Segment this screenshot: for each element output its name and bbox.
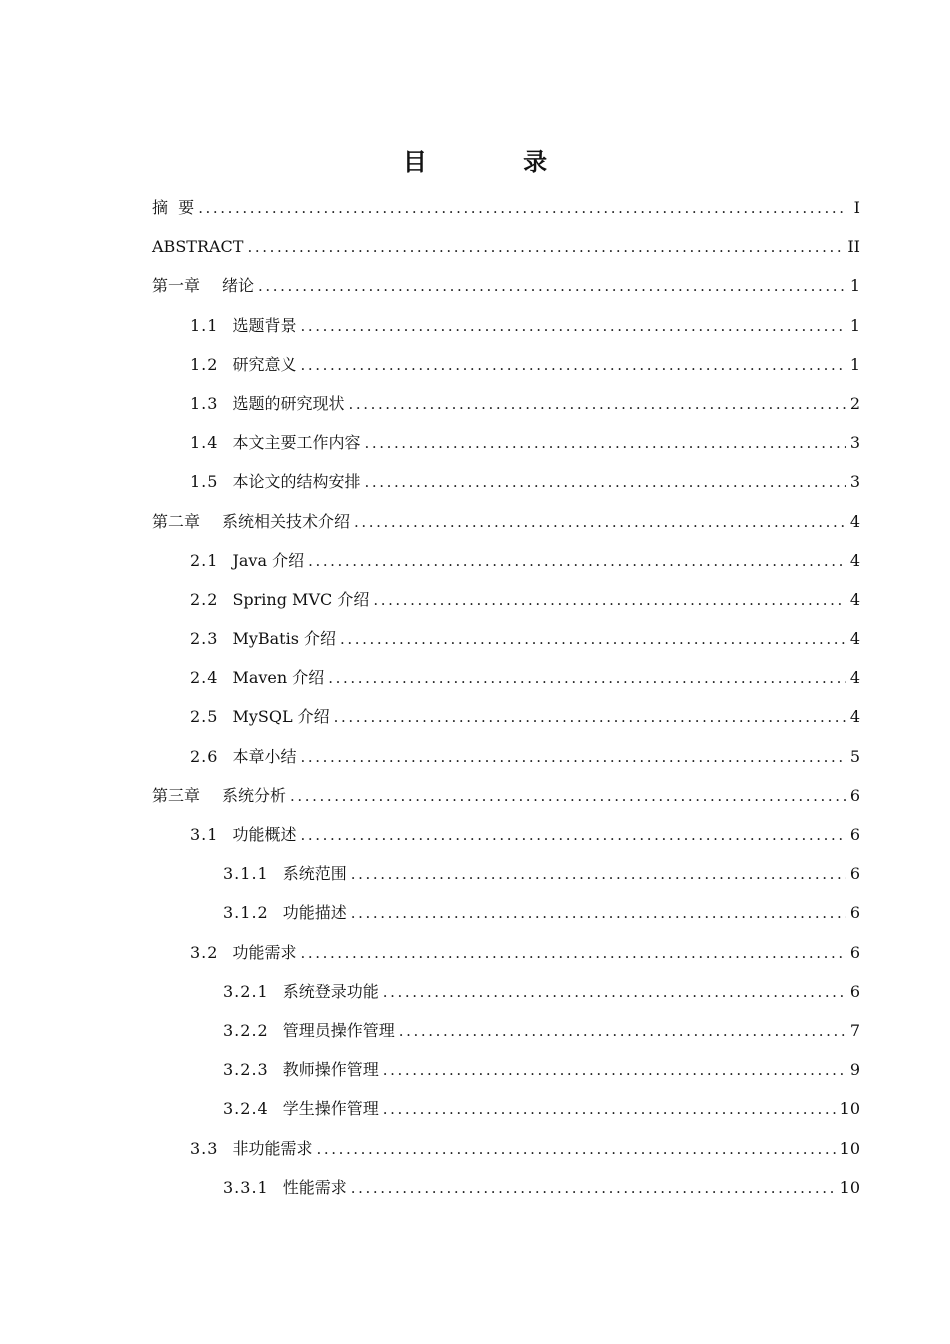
toc-entry-title: 选题背景 — [232, 315, 297, 335]
toc-entry-page: II — [847, 237, 860, 257]
toc-entry[interactable] — [152, 1089, 860, 1128]
toc-entry-title: MyBatis 介绍 — [232, 629, 337, 649]
toc-entry[interactable] — [152, 776, 860, 815]
toc-entry[interactable] — [152, 580, 860, 619]
toc-entry-number: 第一章 — [152, 276, 201, 296]
toc-leader-dots — [198, 189, 846, 228]
toc-entry-title: 功能概述 — [232, 825, 297, 844]
toc-entry-number: 第二章 — [152, 511, 201, 531]
toc-entry-title: 性能需求 — [282, 1177, 347, 1197]
toc-entry[interactable] — [152, 345, 860, 384]
toc-entry-number: 2.5 — [190, 707, 219, 727]
toc-entry-page: 1 — [849, 276, 860, 296]
toc-entry-page: 4 — [849, 668, 860, 688]
toc-entry-number: 3.3.1 — [223, 1177, 269, 1197]
toc-entry-page: 10 — [839, 1099, 860, 1119]
toc-entry-number: 1.5 — [190, 472, 219, 492]
toc-entry[interactable] — [152, 697, 860, 736]
toc-entry-title: 功能需求 — [232, 942, 297, 962]
toc-leader-dots — [328, 659, 846, 698]
toc-entry-page: 2 — [849, 393, 860, 413]
toc-entry-number: 3.2.2 — [223, 1020, 269, 1040]
toc-entry[interactable] — [152, 933, 860, 972]
toc-entry[interactable] — [152, 972, 860, 1011]
toc-entry-page: 6 — [849, 785, 860, 805]
toc-leader-dots — [290, 777, 846, 816]
toc-leader-dots — [300, 816, 845, 855]
toc-leader-dots — [364, 463, 845, 502]
toc-entry-number: 2.6 — [190, 746, 219, 766]
toc-leader-dots — [351, 894, 846, 933]
toc-entry-title: 功能描述 — [282, 903, 347, 923]
toc-entry-number: 3.2.3 — [223, 1060, 269, 1080]
toc-entry-title: MySQL 介绍 — [232, 707, 330, 727]
toc-entry-page: 10 — [839, 1177, 860, 1197]
toc-entry-page: 6 — [849, 825, 860, 844]
table-of-contents — [152, 188, 860, 1207]
toc-entry[interactable] — [152, 1050, 860, 1089]
toc-entry-title: 教师操作管理 — [282, 1060, 379, 1080]
toc-entry-title: 选题的研究现状 — [232, 393, 345, 413]
toc-entry-page: 4 — [849, 629, 860, 649]
toc-entry-page: 1 — [849, 354, 860, 374]
toc-leader-dots — [348, 385, 845, 424]
toc-entry-page: 10 — [839, 1138, 860, 1158]
page-title: 目 录 — [402, 148, 592, 176]
toc-leader-dots — [383, 973, 846, 1012]
toc-entry-number: 3.1 — [190, 825, 219, 844]
toc-entry-title: 管理员操作管理 — [282, 1020, 395, 1040]
toc-entry-number: 2.3 — [190, 629, 219, 649]
toc-entry-number: 3.2.1 — [223, 981, 269, 1001]
toc-entry-page: I — [853, 198, 860, 217]
toc-entry-title: 研究意义 — [232, 354, 297, 374]
toc-entry-number: 1.4 — [190, 433, 219, 453]
toc-leader-dots — [334, 698, 846, 737]
toc-entry[interactable] — [152, 306, 860, 345]
toc-entry-page: 9 — [849, 1060, 860, 1080]
toc-entry-number: 3.2.4 — [223, 1099, 269, 1119]
toc-entry[interactable] — [152, 502, 860, 541]
toc-entry-title: ABSTRACT — [152, 237, 244, 257]
toc-entry-number: 2.4 — [190, 668, 219, 688]
toc-entry-title: 系统相关技术介绍 — [222, 511, 351, 531]
toc-entry[interactable] — [152, 423, 860, 462]
toc-entry-title: 绪论 — [222, 276, 255, 296]
toc-entry-page: 4 — [849, 511, 860, 531]
toc-leader-dots — [364, 424, 845, 463]
toc-entry-title: Spring MVC 介绍 — [232, 589, 370, 609]
toc-entry[interactable] — [152, 1129, 860, 1168]
toc-leader-dots — [316, 1130, 835, 1169]
toc-entry-page: 6 — [849, 942, 860, 962]
toc-leader-dots — [383, 1051, 846, 1090]
toc-entry-page: 4 — [849, 707, 860, 727]
toc-leader-dots — [383, 1090, 836, 1129]
toc-entry-number: 1.1 — [190, 315, 219, 335]
toc-entry-page: 5 — [849, 746, 860, 766]
toc-entry-page: 6 — [849, 903, 860, 923]
toc-entry-number: 第三章 — [152, 785, 201, 805]
toc-leader-dots — [300, 738, 845, 777]
toc-leader-dots — [247, 228, 843, 267]
toc-entry-page: 4 — [849, 550, 860, 570]
toc-entry-title: 系统范围 — [282, 864, 347, 884]
toc-entry-title: Maven 介绍 — [232, 668, 325, 688]
toc-entry-page: 3 — [849, 472, 860, 492]
toc-entry-title: 非功能需求 — [232, 1138, 313, 1158]
toc-leader-dots — [340, 620, 846, 659]
toc-entry-number: 3.1.2 — [223, 903, 269, 923]
toc-entry-number: 1.2 — [190, 354, 219, 374]
toc-entry-title: 摘 要 — [152, 198, 195, 217]
toc-entry-number: 3.1.1 — [223, 864, 269, 884]
toc-entry[interactable] — [152, 266, 860, 305]
toc-entry[interactable] — [152, 737, 860, 776]
toc-leader-dots — [354, 503, 846, 542]
toc-entry-page: 1 — [849, 315, 860, 335]
toc-entry[interactable] — [152, 384, 860, 423]
toc-entry-page: 6 — [849, 981, 860, 1001]
toc-entry[interactable] — [152, 854, 860, 893]
toc-entry-title: 本论文的结构安排 — [232, 472, 361, 492]
toc-leader-dots — [258, 267, 846, 306]
toc-entry[interactable] — [152, 1011, 860, 1050]
toc-entry-title: 系统分析 — [222, 785, 287, 805]
toc-leader-dots — [373, 581, 845, 620]
toc-entry-page: 4 — [849, 589, 860, 609]
toc-entry-title: 本章小结 — [232, 746, 297, 766]
toc-entry-page: 7 — [849, 1020, 860, 1040]
toc-entry[interactable] — [152, 893, 860, 932]
toc-entry-number: 2.2 — [190, 589, 219, 609]
toc-entry-title: 系统登录功能 — [282, 981, 379, 1001]
toc-leader-dots — [300, 934, 845, 973]
toc-entry-number: 2.1 — [190, 550, 219, 570]
toc-leader-dots — [300, 307, 845, 346]
toc-entry-number: 3.2 — [190, 942, 219, 962]
toc-leader-dots — [399, 1012, 846, 1051]
toc-entry[interactable] — [152, 1168, 860, 1207]
toc-entry[interactable] — [152, 619, 860, 658]
toc-entry-title: Java 介绍 — [232, 550, 305, 570]
toc-entry[interactable] — [152, 541, 860, 580]
toc-entry-title: 本文主要工作内容 — [232, 433, 361, 453]
toc-entry-page: 6 — [849, 864, 860, 884]
toc-entry-number: 1.3 — [190, 393, 219, 413]
toc-leader-dots — [300, 346, 845, 385]
toc-entry[interactable] — [152, 188, 860, 227]
toc-entry-number: 3.3 — [190, 1138, 219, 1158]
toc-leader-dots — [351, 855, 846, 894]
toc-entry[interactable] — [152, 462, 860, 501]
toc-leader-dots — [308, 542, 846, 581]
toc-entry[interactable] — [152, 658, 860, 697]
toc-entry[interactable] — [152, 227, 860, 266]
toc-leader-dots — [351, 1169, 836, 1208]
toc-entry-page: 3 — [849, 433, 860, 453]
toc-entry-title: 学生操作管理 — [282, 1099, 379, 1119]
toc-entry[interactable] — [152, 815, 860, 854]
